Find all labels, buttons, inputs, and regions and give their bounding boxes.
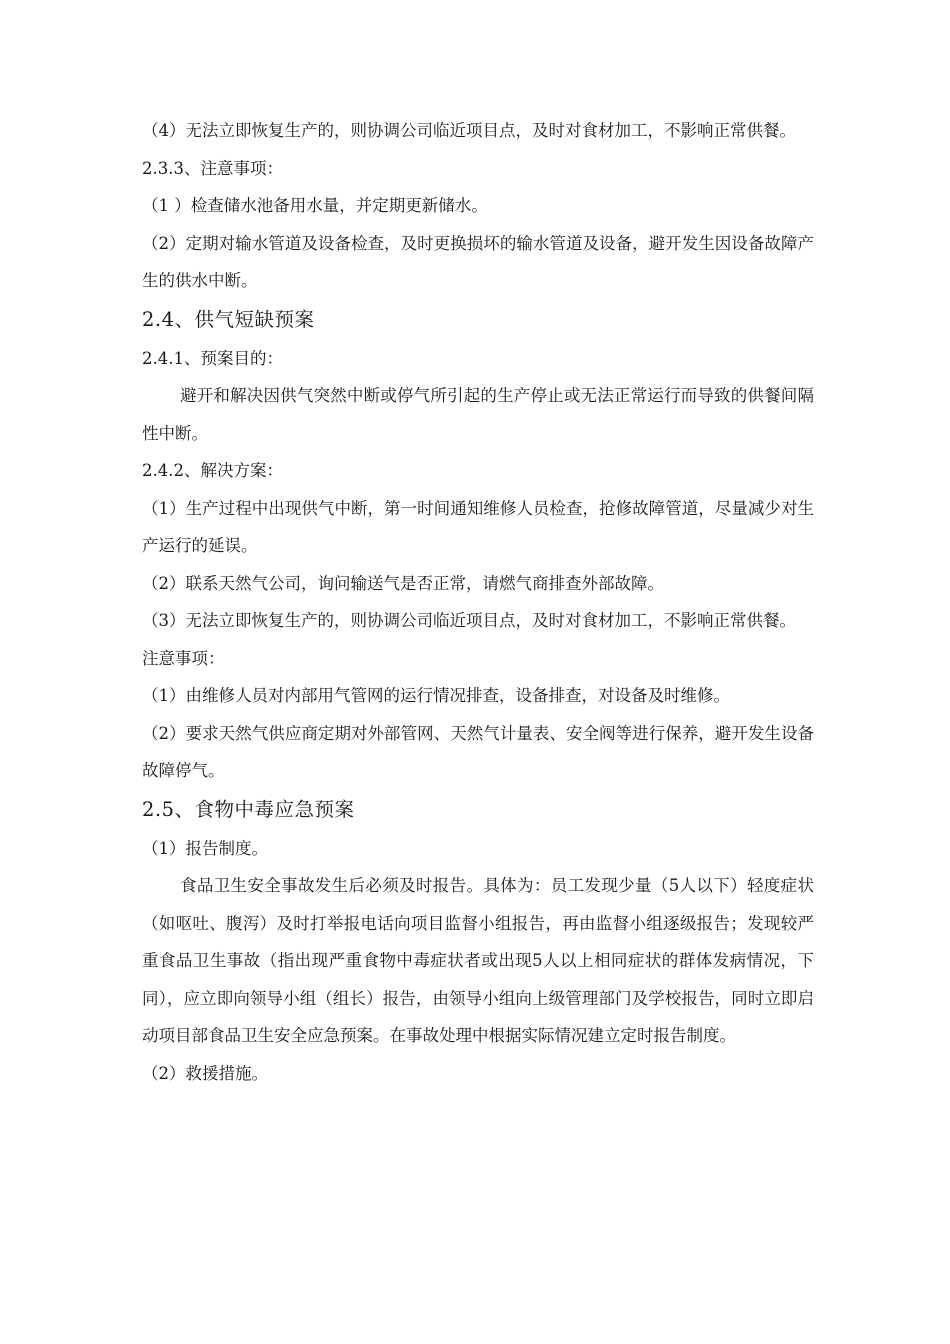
- document-body: [142, 112, 814, 1092]
- heading-notes: 注意事项：: [142, 648, 225, 668]
- paragraph-report-details: 食品卫生安全事故发生后必须及时报告。具体为：员工发现少量（5人以下）轻度症状（如呕吐、腹泻）及时打举报电话向项目监督小组报告，再由监督小组逐级报告；发现较严重食品卫生事故（指出现严重食物中毒症状者或出现5人以上相同症状的群体发病情况，下同），应立即向领导小组（组长）报告，由领导小组向上级管理部门及学校报告，同时立即启动项目部食品卫生安全应急预案。在事故处理中根据实际情况建立定时报告制度。: [142, 876, 814, 1045]
- paragraph-gas-interruption: （1）生产过程中出现供气中断，第一时间通知维修人员检查，抢修故障管道，尽量减少对生产运行的延误。: [142, 498, 814, 555]
- heading-rescue-measures: （2）救援措施。: [142, 1063, 268, 1083]
- paragraph-supplier-maintenance: （2）要求天然气供应商定期对外部管网、天然气计量表、安全阀等进行保养，避开发生设备故障停气。: [142, 723, 814, 780]
- paragraph-4-restore-production: （4）无法立即恢复生产的，则协调公司临近项目点，及时对食材加工，不影响正常供餐。: [142, 121, 796, 140]
- heading-2-4-1-purpose: 2.4.1、预案目的：: [142, 348, 283, 368]
- paragraph-internal-pipe-check: （1）由维修人员对内部用气管网的运行情况排查，设备排查，对设备及时维修。: [142, 686, 730, 705]
- paragraph-check-water-tank: （1 ）检查储水池备用水量，并定期更新储水。: [142, 196, 488, 215]
- section-title-2-5-food-poisoning: 2.5、食物中毒应急预案: [142, 797, 355, 821]
- paragraph-purpose-text: 避开和解决因供气突然中断或停气所引起的生产停止或无法正常运行而导致的供餐间隔性中断。: [142, 386, 814, 443]
- section-title-2-4-gas-shortage: 2.4、供气短缺预案: [142, 307, 315, 331]
- paragraph-coordinate-nearby-site: （3）无法立即恢复生产的，则协调公司临近项目点，及时对食材加工，不影响正常供餐。: [142, 611, 796, 630]
- paragraph-inspect-pipes: （2）定期对输水管道及设备检查，及时更换损坏的输水管道及设备，避开发生因设备故障产生的供水中断。: [142, 233, 814, 290]
- heading-2-3-3-notes: 2.3.3、注意事项：: [142, 158, 283, 178]
- paragraph-contact-gas-company: （2）联系天然气公司，询问输送气是否正常，请燃气商排查外部故障。: [142, 573, 664, 593]
- heading-2-4-2-solution: 2.4.2、解决方案：: [142, 461, 283, 480]
- heading-report-system: （1）报告制度。: [142, 838, 268, 858]
